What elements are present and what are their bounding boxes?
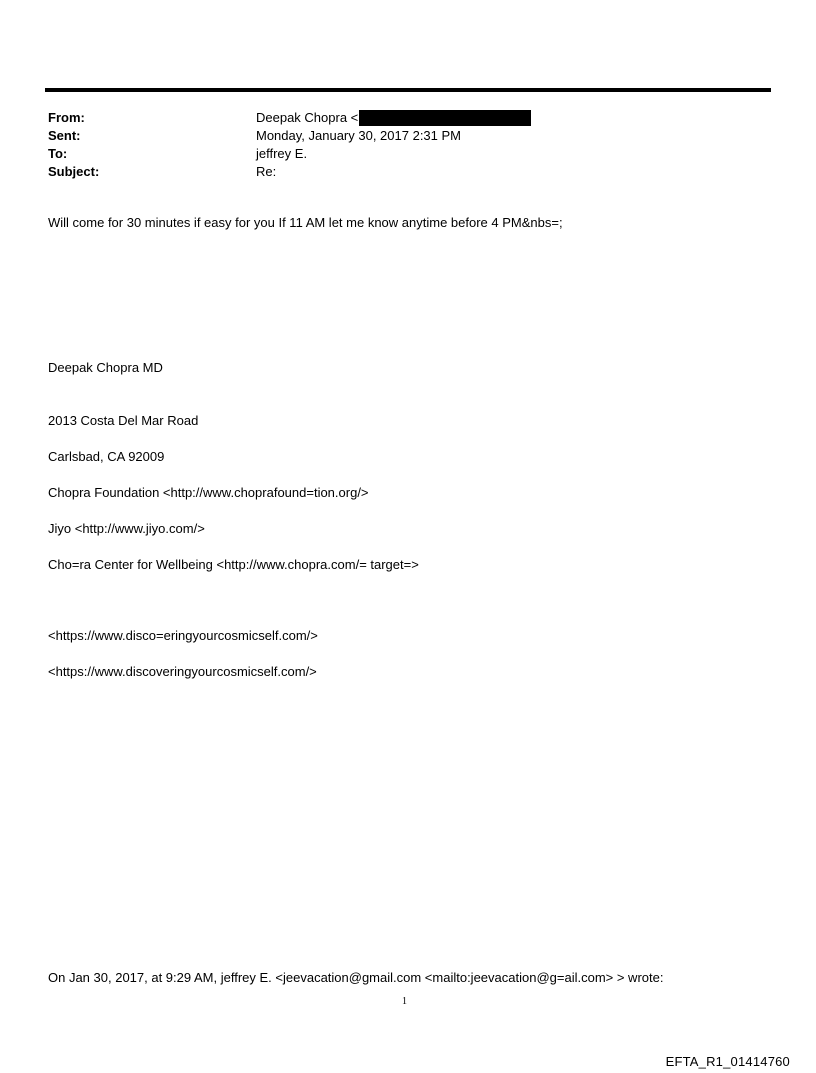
address-line-1: 2013 Costa Del Mar Road <box>48 413 199 428</box>
quoted-reply-intro: On Jan 30, 2017, at 9:29 AM, jeffrey E. <jeevacation@gmail.com <mailto:jeevacation@g=ail.com> > wrote: <box>48 970 664 985</box>
to-label: To: <box>48 146 68 161</box>
cosmic-self-link-2[interactable]: <https://www.discoveringyourcosmicself.com/> <box>48 664 317 679</box>
subject-value: Re: <box>256 164 277 179</box>
subject-label: Subject: <box>48 164 100 179</box>
address-line-2: Carlsbad, CA 92009 <box>48 449 165 464</box>
to-value: jeffrey E. <box>256 146 308 161</box>
sent-label: Sent: <box>48 128 81 143</box>
from-row <box>48 109 768 127</box>
sender-name: Deepak Chopra < <box>256 110 359 125</box>
foundation-link[interactable]: Chopra Foundation <http://www.choprafound=tion.org/> <box>48 485 369 500</box>
wellbeing-center-link[interactable]: Cho=ra Center for Wellbeing <http://www.chopra.com/= target=> <box>48 557 419 572</box>
from-value <box>256 109 531 127</box>
sent-row <box>48 127 768 145</box>
jiyo-link[interactable]: Jiyo <http://www.jiyo.com/> <box>48 521 205 536</box>
signature-name: Deepak Chopra MD <box>48 360 163 375</box>
header-divider <box>45 88 771 92</box>
sent-value: Monday, January 30, 2017 2:31 PM <box>256 128 461 143</box>
redaction-box <box>359 110 531 126</box>
page-number: 1 <box>402 996 407 1007</box>
email-header <box>48 109 768 181</box>
message-text: Will come for 30 minutes if easy for you If 11 AM let me know anytime before 4 PM&nbs=; <box>48 215 563 230</box>
document-id: EFTA_R1_01414760 <box>665 1054 790 1069</box>
cosmic-self-link-1[interactable]: <https://www.disco=eringyourcosmicself.com/> <box>48 628 318 643</box>
subject-row <box>48 163 768 181</box>
from-label: From: <box>48 110 85 125</box>
to-row <box>48 145 768 163</box>
